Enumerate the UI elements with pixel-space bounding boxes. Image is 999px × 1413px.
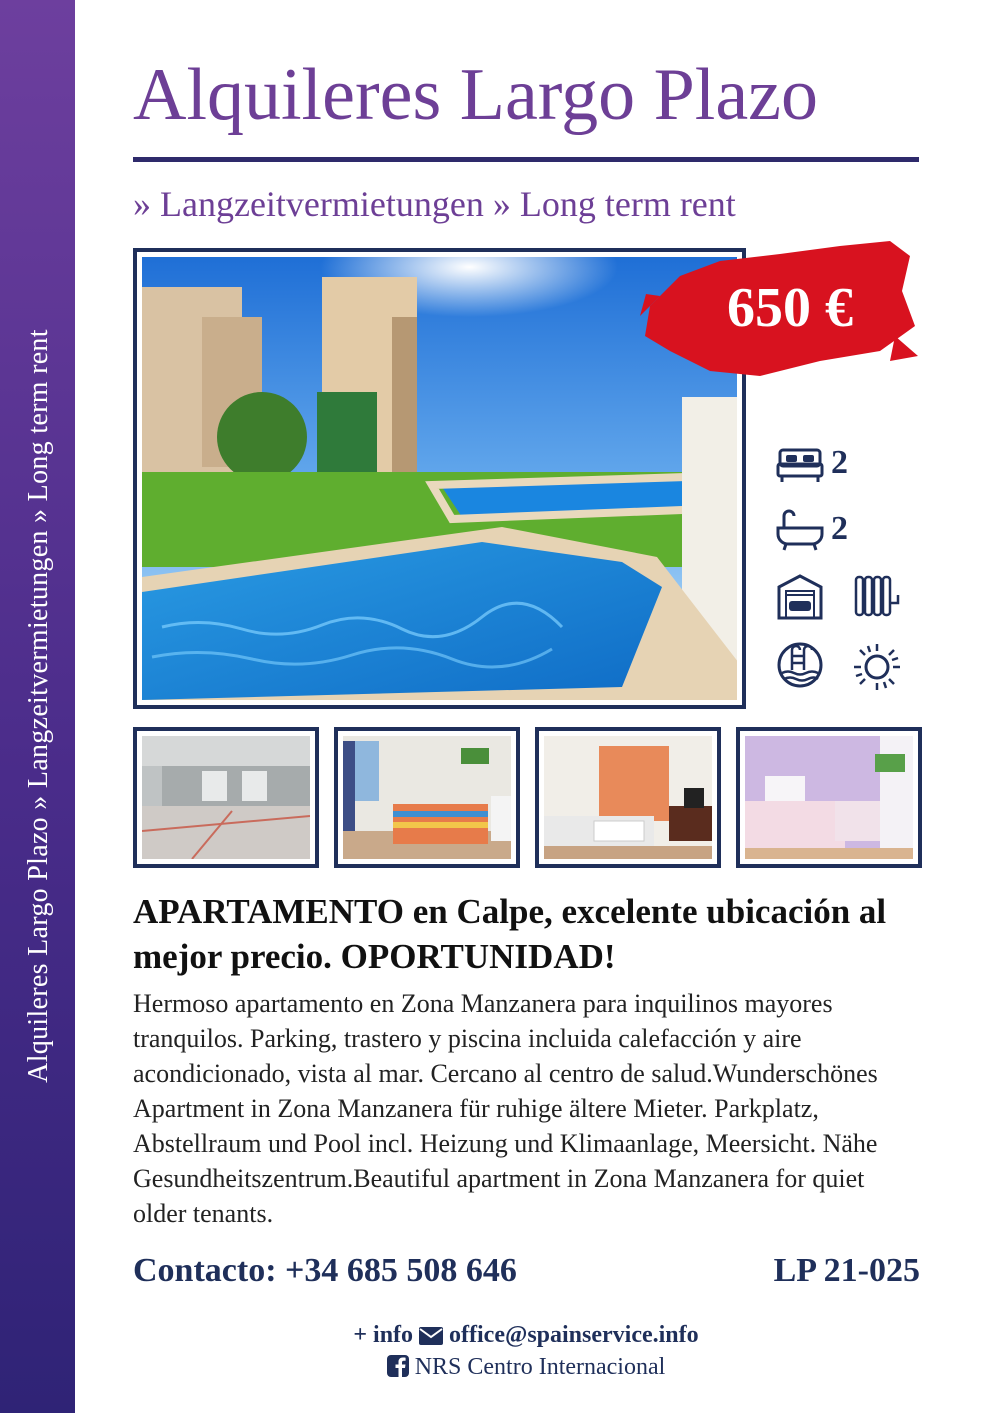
page-subtitle: » Langzeitvermietungen » Long term rent	[133, 184, 736, 224]
thumbnail-2	[334, 727, 520, 868]
price-label: 650 €	[727, 277, 853, 339]
thumbnail-4	[736, 727, 922, 868]
contact-phone[interactable]: Contacto: +34 685 508 646	[133, 1252, 517, 1289]
footer-email-line	[133, 1322, 919, 1349]
radiator-icon	[852, 573, 904, 621]
page-title: Alquileres Largo Plazo	[133, 54, 819, 136]
bathtub-icon	[776, 508, 824, 552]
reference-code: LP 21-025	[773, 1252, 920, 1289]
living-room-photo	[544, 736, 712, 859]
info-label: + info	[353, 1322, 414, 1348]
bedroom-photo	[343, 736, 511, 859]
facebook-icon	[387, 1355, 409, 1377]
bathrooms-count: 2	[831, 510, 848, 547]
pool-icon	[776, 640, 824, 690]
facebook-link[interactable]: NRS Centro Internacional	[414, 1354, 666, 1380]
thumbnail-3	[535, 727, 721, 868]
footer-facebook-line	[133, 1354, 919, 1381]
sidebar-vertical-text: Alquileres Largo Plazo » Langzeitvermietungen » Long term rent	[23, 329, 54, 1083]
twin-bedroom-photo	[745, 736, 913, 859]
garage-icon	[776, 573, 824, 621]
thumbnail-1	[133, 727, 319, 868]
sidebar-band	[0, 0, 75, 1413]
bed-icon	[776, 444, 824, 484]
envelope-icon	[419, 1327, 443, 1345]
garage-photo	[142, 736, 310, 859]
bedrooms-count: 2	[831, 444, 848, 481]
listing-headline: APARTAMENTO en Calpe, excelente ubicación al mejor precio. OPORTUNIDAD!	[133, 892, 887, 976]
listing-description: Hermoso apartamento en Zona Manzanera para inquilinos mayores tranquilos. Parking, trastero y piscina incluida calefacción y aire acondicionado, vista al mar. Cercano al centro de salud.Wunderschönes Apartment in Zona Manzanera für ruhige ältere Mieter. Parkplatz, Abstellraum und Pool incl. Heizung und Klimaanlage, Meersicht. Nähe Gesundheitszentrum.Beautiful apartment in Zona Manzanera for quiet older tenants.	[133, 989, 878, 1228]
email-link[interactable]: office@spainservice.info	[449, 1322, 699, 1348]
sun-icon	[852, 642, 902, 692]
title-divider	[133, 157, 919, 162]
